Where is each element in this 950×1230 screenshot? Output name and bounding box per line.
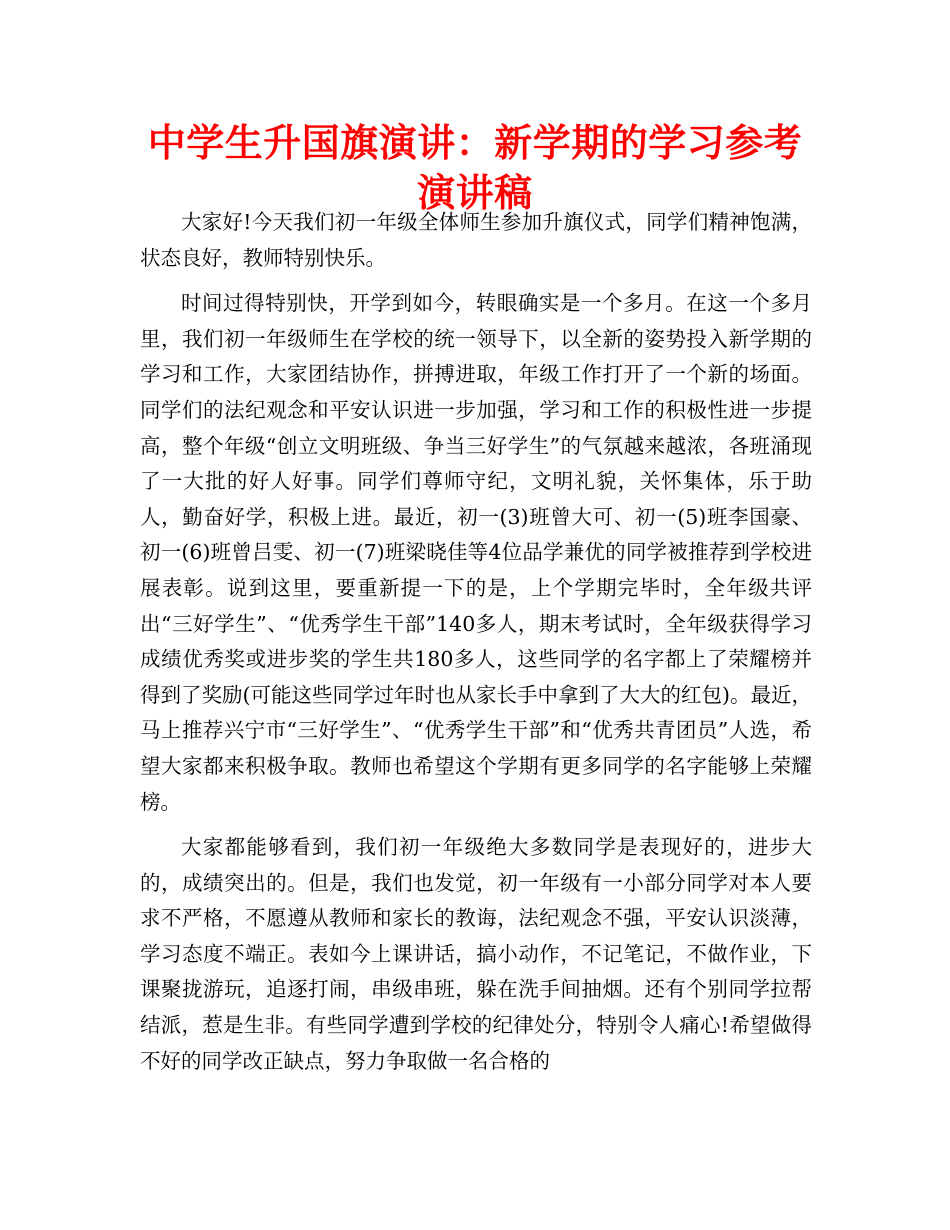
paragraph: 大家都能够看到，我们初一年级绝大多数同学是表现好的，进步大的，成绩突出的。但是，我们也发觉，初一年级有一小部分同学对本人要求不严格，不愿遵从教师和家长的教诲，法纪观念不强，平安认识淡薄，学习态度不端正。表如今上课讲话，搞小动作，不记笔记，不做作业，下课聚拢游玩，追逐打闹，串级串班，躲在洗手间抽烟。还有个别同学拉帮结派，惹是生非。有些同学遭到学校的纪律处分，特别令人痛心!希望做得不好的同学改正缺点，努力争取做一名合格的 [140, 835, 812, 1073]
paragraph: 大家好!今天我们初一年级全体师生参加升旗仪式，同学们精神饱满，状态良好，教师特别快乐。 [140, 210, 812, 270]
paragraph: 时间过得特别快，开学到如今，转眼确实是一个多月。在这一个多月里，我们初一年级师生在学校的统一领导下，以全新的姿势投入新学期的学习和工作，大家团结协作，拼搏进取，年级工作打开了一个新的场面。同学们的法纪观念和平安认识进一步加强，学习和工作的积极性进一步提高，整个年级“创立文明班级、争当三好学生”的气氛越来越浓，各班涌现了一大批的好人好事。同学们尊师守纪，文明礼貌，关怀集体，乐于助人，勤奋好学，积极上进。最近，初一(3)班曾大可、初一(5)班李国豪、初一(6)班曾吕雯、初一(7)班梁晓佳等4位品学兼优的同学被推荐到学校进展表彰。说到这里，要重新提一下的是，上个学期完毕时，全年级共评出“三好学生”、“优秀学生干部”140多人，期末考试时，全年级获得学习成绩优秀奖或进步奖的学生共180多人，这些同学的名字都上了荣耀榜并得到了奖励(可能这些同学过年时也从家长手中拿到了大大的红包)。最近，马上推荐兴宁市“三好学生”、“优秀学生干部”和“优秀共青团员”人选，希望大家都来积极争取。教师也希望这个学期有更多同学的名字能够上荣耀榜。 [140, 291, 812, 814]
document-title: 中学生升国旗演讲：新学期的学习参考演讲稿 [147, 121, 803, 215]
document-body [140, 205, 812, 1079]
